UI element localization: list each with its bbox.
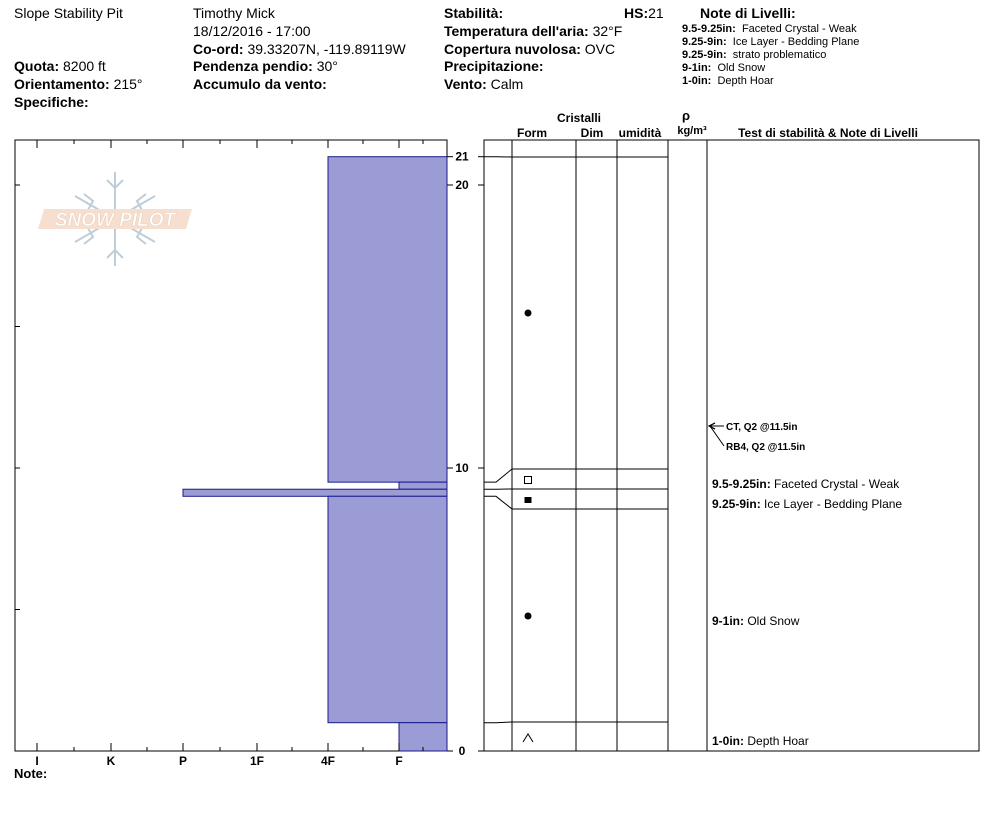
table-columns xyxy=(512,140,707,751)
layer-note-entry xyxy=(712,734,809,748)
layer-note-text: Faceted Crystal - Weak xyxy=(770,477,900,491)
hardness-label-1F: 1F xyxy=(249,754,265,768)
quota-label: Quota: xyxy=(14,58,60,74)
layer-note-text: strato problematico xyxy=(732,49,827,61)
form-rounded-icon xyxy=(525,613,532,620)
hardness-bar-2 xyxy=(399,482,447,489)
layer-note-text: Old Snow xyxy=(744,614,800,628)
cloud-value: OVC xyxy=(584,41,616,57)
precip-label: Precipitazione: xyxy=(444,58,544,74)
datetime-value: 18/12/2016 - 17:00 xyxy=(193,23,311,39)
layer-note-text: Ice Layer - Bedding Plane xyxy=(760,497,903,511)
slope-label: Pendenza pendio: xyxy=(193,58,313,74)
stability-test-label: RB4, Q2 @11.5in xyxy=(726,442,806,453)
wind-value: Calm xyxy=(490,76,524,92)
depth-connector xyxy=(484,722,512,723)
col-rho: ρ xyxy=(681,108,691,123)
layer-note-text: Depth Hoar xyxy=(744,734,809,748)
hardness-bar-4 xyxy=(328,496,447,722)
layer-note-range: 9.25-9in: xyxy=(712,497,761,511)
coord-label: Co-ord: xyxy=(193,41,244,57)
layer-note-range: 9.25-9in: xyxy=(682,49,727,61)
hardness-bar-3 xyxy=(183,489,447,496)
observer-name: Timothy Mick xyxy=(193,5,275,21)
depth-label-0: 0 xyxy=(458,744,466,758)
depth-axis xyxy=(447,150,484,758)
layer-notes-title: Note di Livelli: xyxy=(700,5,796,21)
layer-note-text: Depth Hoar xyxy=(717,75,774,87)
layer-note-range: 9-1in: xyxy=(712,614,745,628)
pit-name: Slope Stability Pit xyxy=(14,5,123,21)
stability-tests xyxy=(709,422,805,453)
hardness-bar-5 xyxy=(399,723,447,751)
stability-test-label: CT, Q2 @11.5in xyxy=(726,422,798,433)
hardness-label-F: F xyxy=(395,754,403,768)
specifiche-label: Specifiche: xyxy=(14,94,89,110)
form-faceted-icon xyxy=(525,477,532,484)
air-temp-value: 32°F xyxy=(592,23,623,39)
layer-note-range: 9.5-9.25in: xyxy=(712,477,771,491)
depth-connector xyxy=(484,496,512,509)
quota-value: 8200 ft xyxy=(63,58,106,74)
stability-label: Stabilità: xyxy=(444,5,504,21)
hardness-bar-1 xyxy=(328,157,447,482)
layer-note-text: Ice Layer - Bedding Plane xyxy=(732,36,860,48)
hardness-label-K: K xyxy=(106,754,116,768)
depth-label-21: 21 xyxy=(455,149,469,164)
depth-label-20: 20 xyxy=(455,178,469,192)
test-pointer xyxy=(710,426,724,446)
form-depth-hoar-icon xyxy=(523,734,533,742)
hardness-label-P: P xyxy=(178,754,188,768)
col-form: Form xyxy=(517,126,547,140)
layer-note-entry xyxy=(712,477,900,491)
form-rounded-icon xyxy=(525,310,532,317)
col-rho-unit: kg/m³ xyxy=(677,125,707,137)
layer-note-range: 9-1in: xyxy=(682,62,712,74)
snowpilot-logo xyxy=(38,172,192,266)
layer-note-text: Faceted Crystal - Weak xyxy=(741,23,857,35)
coord-value: 39.33207N, -119.89119W xyxy=(247,41,406,57)
slope-value: 30° xyxy=(316,58,338,74)
logo-text: SNOW PILOT xyxy=(54,210,176,231)
col-tests: Test di stabilità & Note di Livelli xyxy=(738,126,918,140)
layer-note-entry xyxy=(712,614,800,628)
hs-label: HS: xyxy=(624,5,649,21)
orientation-value: 215° xyxy=(113,76,143,92)
col-umidita: umidità xyxy=(618,126,662,140)
cloud-label: Copertura nuvolosa: xyxy=(444,41,581,57)
note-label: Note: xyxy=(14,766,48,781)
layer-notes-column xyxy=(712,477,902,748)
layer-note-range: 9.25-9in: xyxy=(682,36,727,48)
col-cristalli: Cristalli xyxy=(556,111,602,125)
depth-label-10: 10 xyxy=(455,461,469,475)
hs-value: 21 xyxy=(648,5,664,21)
layer-note-range: 1-0in: xyxy=(712,734,745,748)
wind-label: Vento: xyxy=(444,76,487,92)
wind-load-label: Accumulo da vento: xyxy=(193,76,327,92)
layer-note-entry xyxy=(712,497,902,511)
layer-note-range: 1-0in: xyxy=(682,75,712,87)
air-temp-label: Temperatura dell'aria: xyxy=(444,23,589,39)
form-ice-icon xyxy=(525,497,532,503)
layer-note-range: 9.5-9.25in: xyxy=(682,23,736,35)
orientation-label: Orientamento: xyxy=(14,76,110,92)
hardness-label-I: I xyxy=(35,754,39,768)
col-dim: Dim xyxy=(580,126,604,140)
hardness-bars xyxy=(183,157,447,751)
depth-connector xyxy=(484,469,512,482)
hardness-label-4F: 4F xyxy=(320,754,336,768)
layer-note-text: Old Snow xyxy=(717,62,766,74)
